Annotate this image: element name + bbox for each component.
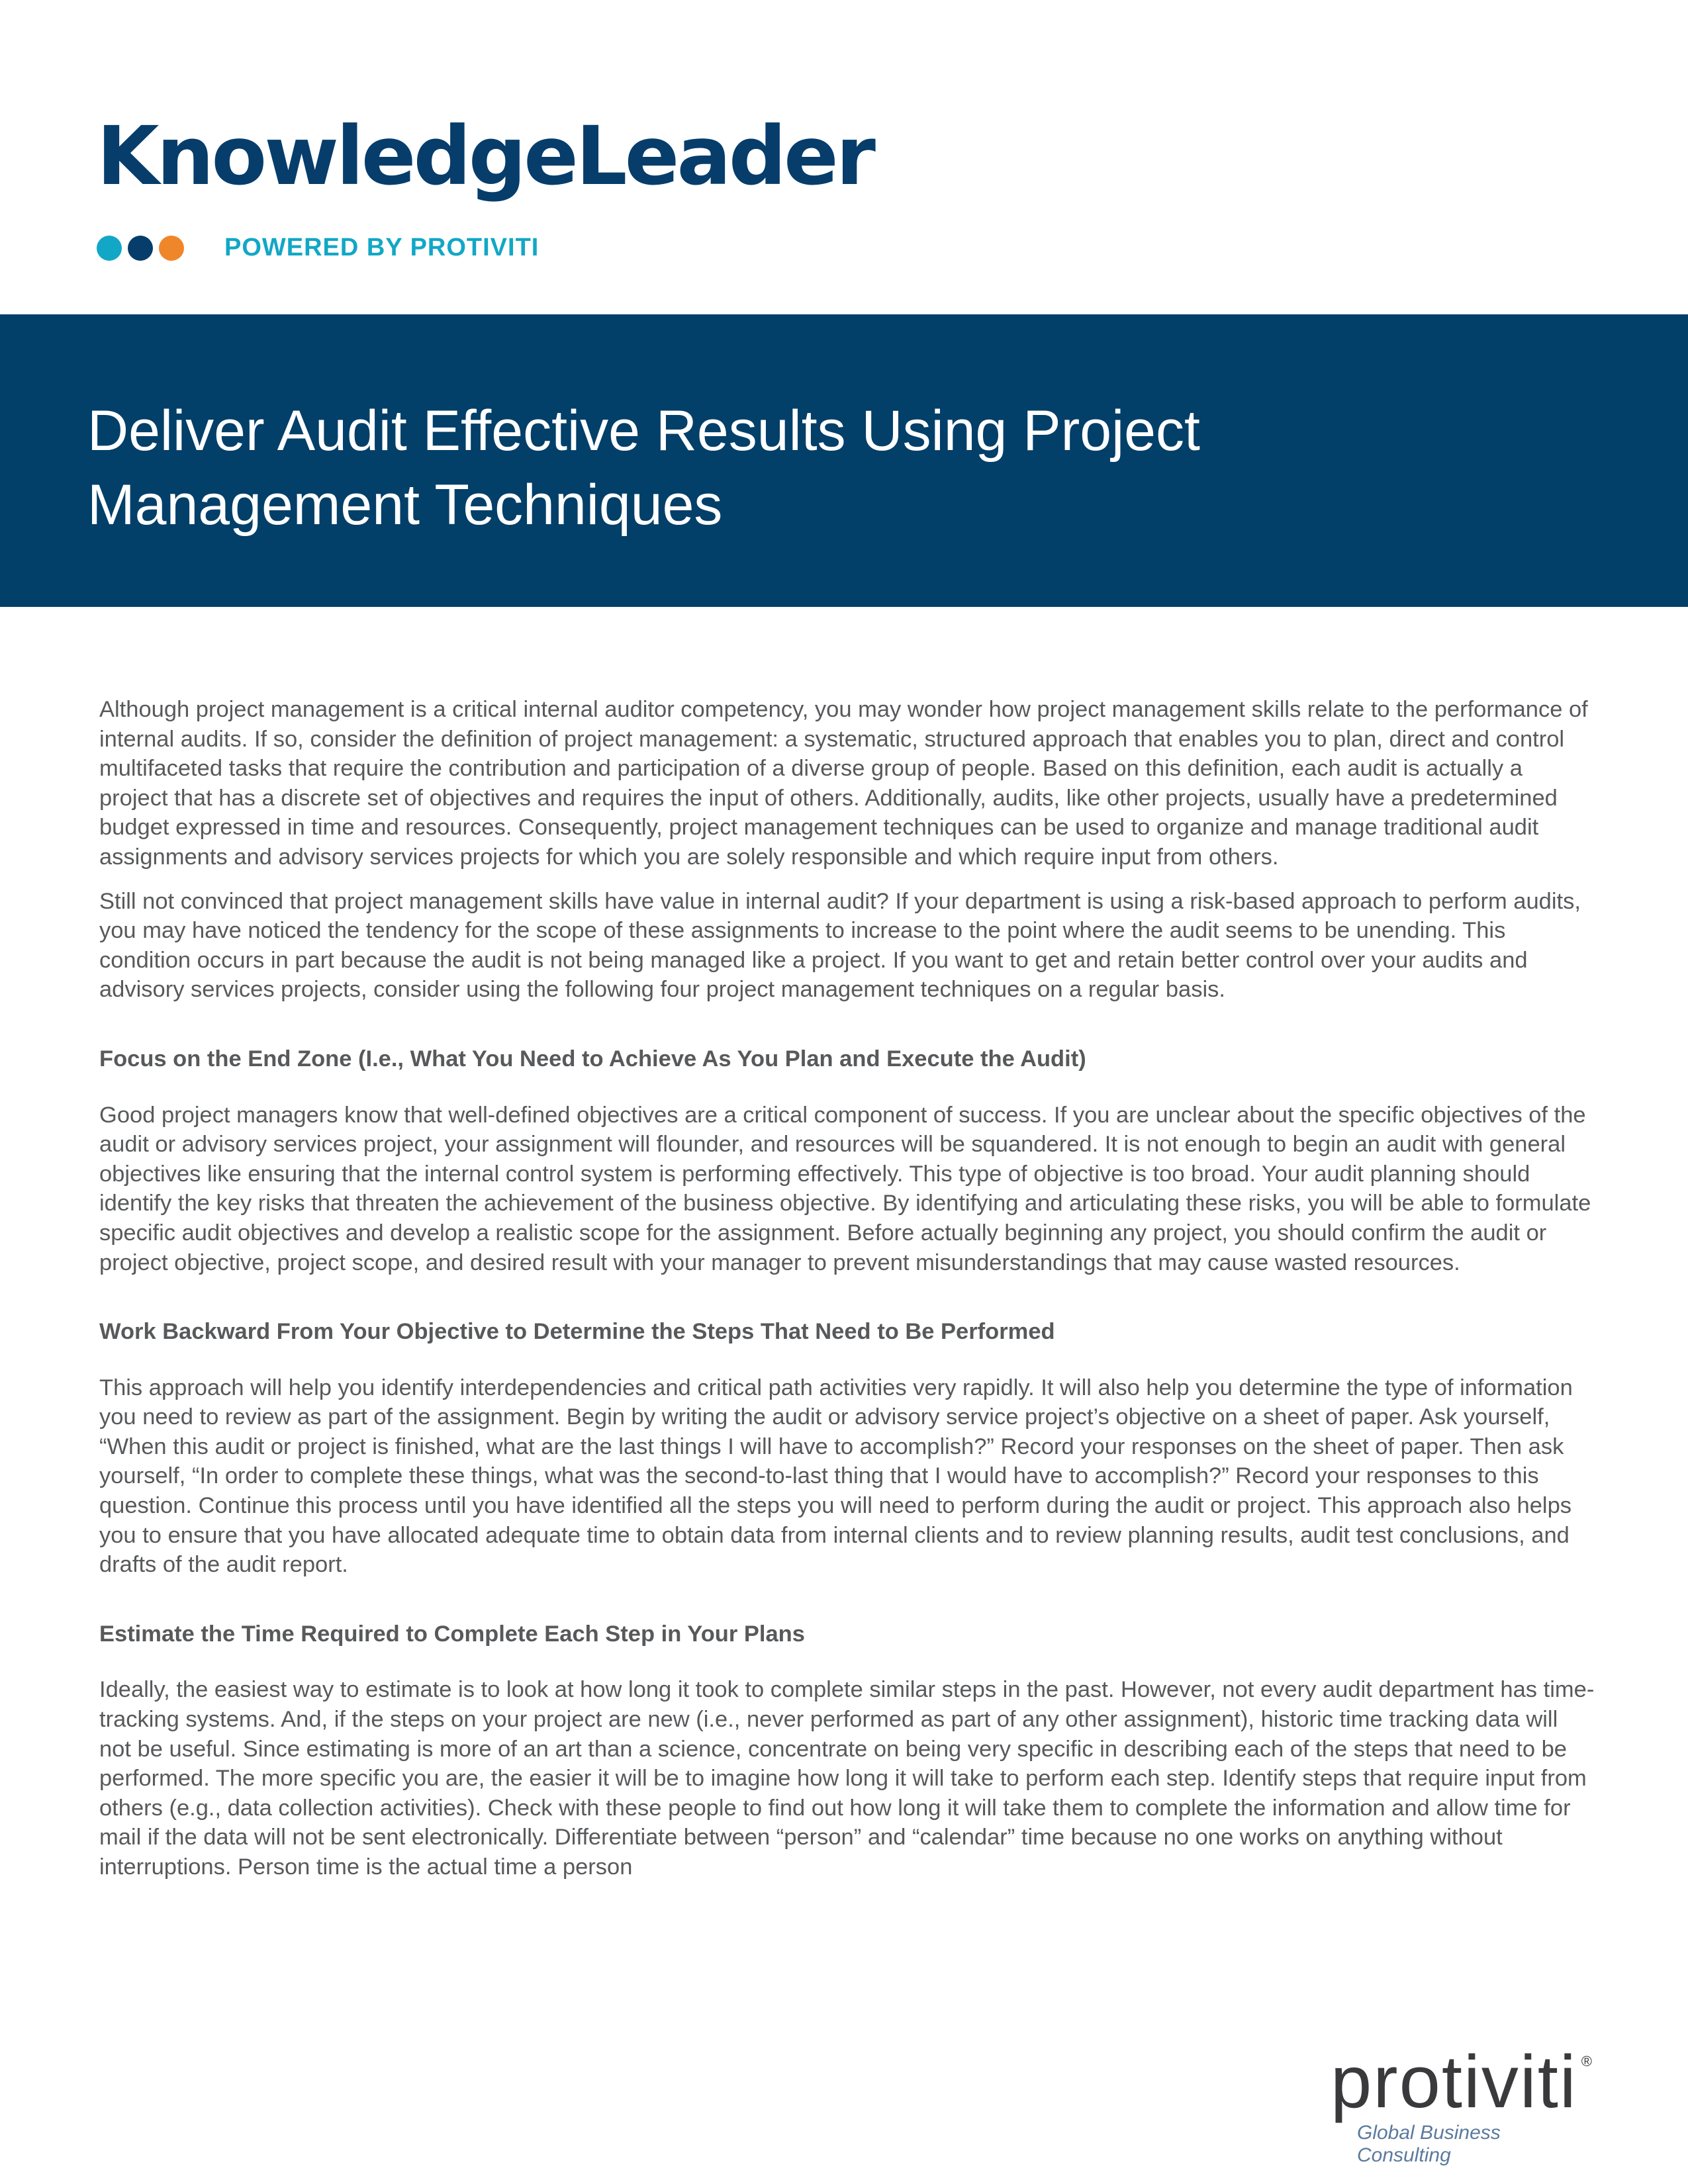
section-heading-end-zone: Focus on the End Zone (I.e., What You Need to Achieve As You Plan and Execute the Audit) [99,1046,1086,1071]
section-heading-estimate-time: Estimate the Time Required to Complete Each Step in Your Plans [99,1621,805,1647]
powered-by-text: POWERED BY PROTIVITI [224,234,539,261]
navy-dot-icon [128,236,153,261]
title-banner [0,314,1688,607]
registered-mark: ® [1581,2053,1593,2070]
section-paragraph-estimate-time: Ideally, the easiest way to estimate is to look at how long it took to complete similar steps in the past. However, not every audit department has time-tracking systems. And, if the steps on your project are new (i.e., never performed as part of any other assignment), historic time tracking data will not be useful. Since estimating is more of an art than a science, concentrate on being very specific in describing each of the steps that need to be performed. The more specific you are, the easier it will be to imagine how long it will take to perform each step. Identify steps that require input from others (e.g., data collection activities). Check with these people to find out how long it will take them to complete the information and allow time for mail if the data will not be sent electronically. Differentiate between “person” and “calendar” time because no one works on anything without interruptions. Person time is the actual time a person [99,1677,1595,1880]
section-heading-work-backward: Work Backward From Your Objective to Determine the Steps That Need to Be Performed [99,1319,1055,1345]
teal-dot-icon [97,236,122,261]
protiviti-wordmark [1331,2040,1595,2123]
section-paragraph-work-backward: This approach will help you identify interdependencies and critical path activities very rapidly. It will also help you determine the type of information you need to review as part of the assignment. Begin by writing the audit or advisory service project’s objective on a sheet of paper. Ask yourself, “When this audit or project is finished, what are the last things I will have to accomplish?” Record your responses on the sheet of paper. Then ask yourself, “In order to complete these things, what was the second-to-last thing that I would have to accomplish?” Record your responses to this question. Continue this process until you have identified all the steps you will need to perform during the audit or project. This approach also helps you to ensure that you have allocated adequate time to obtain data from internal clients and to review planning results, audit test conclusions, and drafts of the audit report. [99,1375,1573,1578]
intro-paragraph-1: Although project management is a critical internal auditor competency, you may wonder how project management skills relate to the performance of internal audits. If so, consider the definition of project management: a systematic, structured approach that enables you to plan, direct and control multifaceted tasks that require the contribution and participation of a diverse group of people. Based on this definition, each audit is actually a project that has a discrete set of objectives and requires the input of others. Additionally, audits, like other projects, usually have a predetermined budget expressed in time and resources. Consequently, project management techniques can be used to organize and manage traditional audit assignments and advisory services projects for which you are solely responsible and which require input from others. [99,697,1588,870]
knowledgeleader-logo [97,109,873,262]
title-line-2: Management Techniques [87,473,723,537]
protiviti-logo [1331,2040,1595,2167]
document-body [99,695,1595,1897]
brand-wordmark: KnowledgeLeader [97,109,873,203]
orange-dot-icon [159,236,184,261]
section-paragraph-end-zone: Good project managers know that well-defined objectives are a critical component of success. If you are unclear about the specific objectives of the audit or advisory services project, your assignment will flounder, and resources will be squandered. It is not enough to begin an audit with general objectives like ensuring that the internal control system is performing effectively. This type of objective is too broad. Your audit planning should identify the key risks that threaten the achievement of the business objective. By identifying and articulating these risks, you will be able to formulate specific audit objectives and develop a realistic scope for the assignment. Before actually beginning any project, you should confirm the audit or project objective, project scope, and desired result with your manager to prevent misunderstandings that may cause wasted resources. [99,1102,1591,1275]
intro-paragraph-2: Still not convinced that project management skills have value in internal audit? If your department is using a risk-based approach to perform audits, you may have noticed the tendency for the scope of these assignments to increase to the point where the audit seems to be unending. This condition occurs in part because the audit is not being managed like a project. If you want to get and retain better control over your audits and advisory services projects, consider using the following four project management techniques on a regular basis. [99,888,1581,1003]
protiviti-tagline: Global Business Consulting [1357,2122,1501,2166]
powered-by-row [97,234,873,262]
document-title [87,394,1345,542]
title-line-1: Deliver Audit Effective Results Using Project [87,399,1200,463]
protiviti-word: protiviti [1331,2040,1577,2123]
